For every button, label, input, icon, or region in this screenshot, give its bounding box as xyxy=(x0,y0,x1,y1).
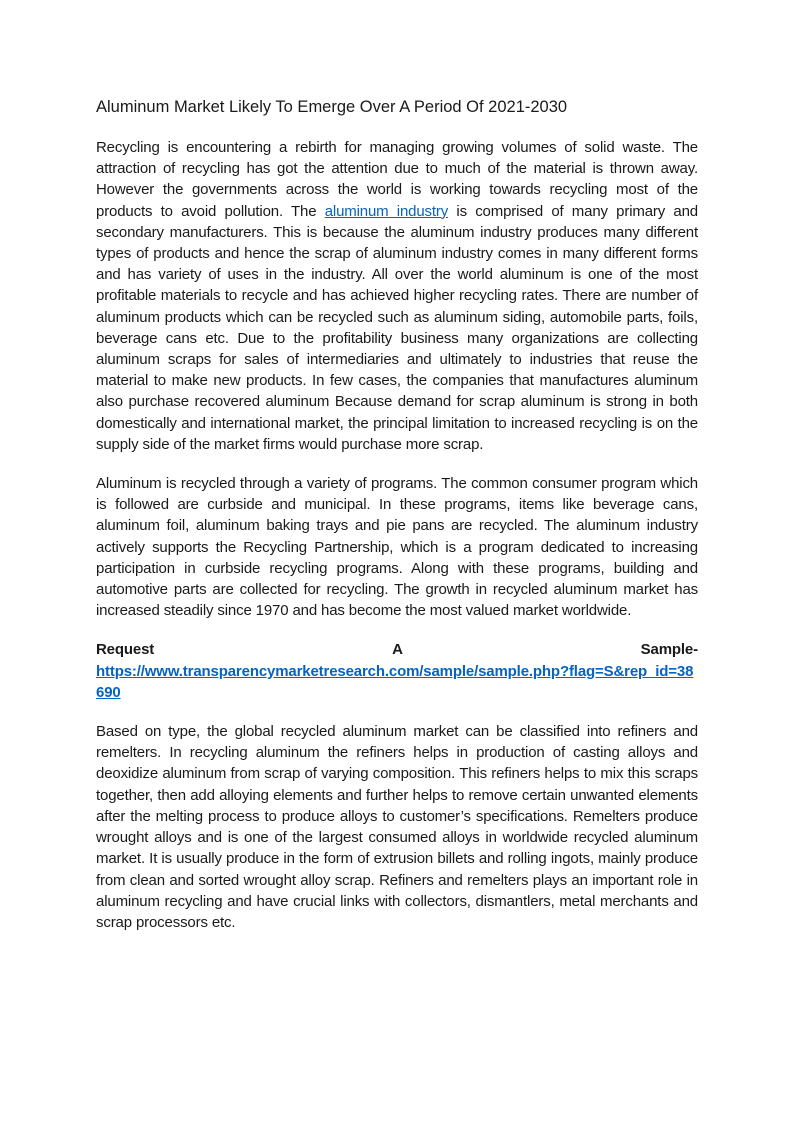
paragraph-text: Recycling is encountering a rebirth for managing growing volumes of solid waste. The attraction of recycling has got the attention due to much of the material is thrown away. However the governments across the world is working towards recycling most of the products to avoid pollution. The xyxy=(96,139,698,220)
request-word: Sample- xyxy=(640,641,698,659)
request-sample-block xyxy=(96,639,698,703)
paragraph-recycling-programs: Aluminum is recycled through a variety of programs. The common consumer program which is followed are curbside and municipal. In these programs, items like beverage cans, aluminum foil, aluminum baking trays and pie pans are recycled. The aluminum industry actively supports the Recycling Partnership, which is a program dedicated to increasing participation in curbside recycling programs. Along with these programs, building and automotive parts are collected for recycling. The growth in recycled aluminum market has increased steadily since 1970 and has become the most valued market worldwide. xyxy=(96,475,698,620)
request-word: A xyxy=(392,641,403,659)
aluminum-industry-link[interactable]: aluminum industry xyxy=(324,202,449,220)
paragraph-refiners-remelters: Based on type, the global recycled aluminum market can be classified into refiners and remelters. In recycling aluminum the refiners helps in production of casting alloys and deoxidize aluminum from scrap of varying composition. This refiners helps to mix this scraps together, then add alloying elements and further helps to remove certain unwanted elements after the melting process to produce alloys to customer’s specifications. Remelters produce wrought alloys and is one of the largest consumed alloys in worldwide recycled aluminum market. It is usually produce in the form of extrusion billets and rolling ingots, mainly produce from clean and sorted wrought alloy scrap. Refiners and remelters plays an important role in aluminum recycling and have crucial links with collectors, dismantlers, metal merchants and scrap processors etc. xyxy=(96,723,698,931)
request-sample-link[interactable]: https://www.transparencymarketresearch.com/sample/sample.php?flag=S&rep_id=38690 xyxy=(96,662,694,701)
paragraph-recycling-intro xyxy=(96,137,698,455)
document-page xyxy=(96,96,698,951)
request-word: Request xyxy=(96,641,155,659)
request-sample-label xyxy=(96,639,698,660)
paragraph-text: is comprised of many primary and secondary manufacturers. This is because the aluminum industry produces many different types of products and hence the scrap of aluminum industry comes in many different forms and has variety of uses in the industry. All over the world aluminum is one of the most profitable materials to recycle and has achieved higher recycling rates. There are number of aluminum products which can be recycled such as aluminum siding, automobile parts, foils, beverage cans etc. Due to the profitability business many organizations are collecting aluminum scraps for sales of intermediaries and ultimately to industries that reuse the material to make new products. In few cases, the companies that manufactures aluminum also purchase recovered aluminum Because demand for scrap aluminum is strong in both domestically and international market, the principal limitation to increased recycling is on the supply side of the market firms would purchase more scrap. xyxy=(96,202,698,453)
document-title: Aluminum Market Likely To Emerge Over A Period Of 2021-2030 xyxy=(96,98,568,116)
